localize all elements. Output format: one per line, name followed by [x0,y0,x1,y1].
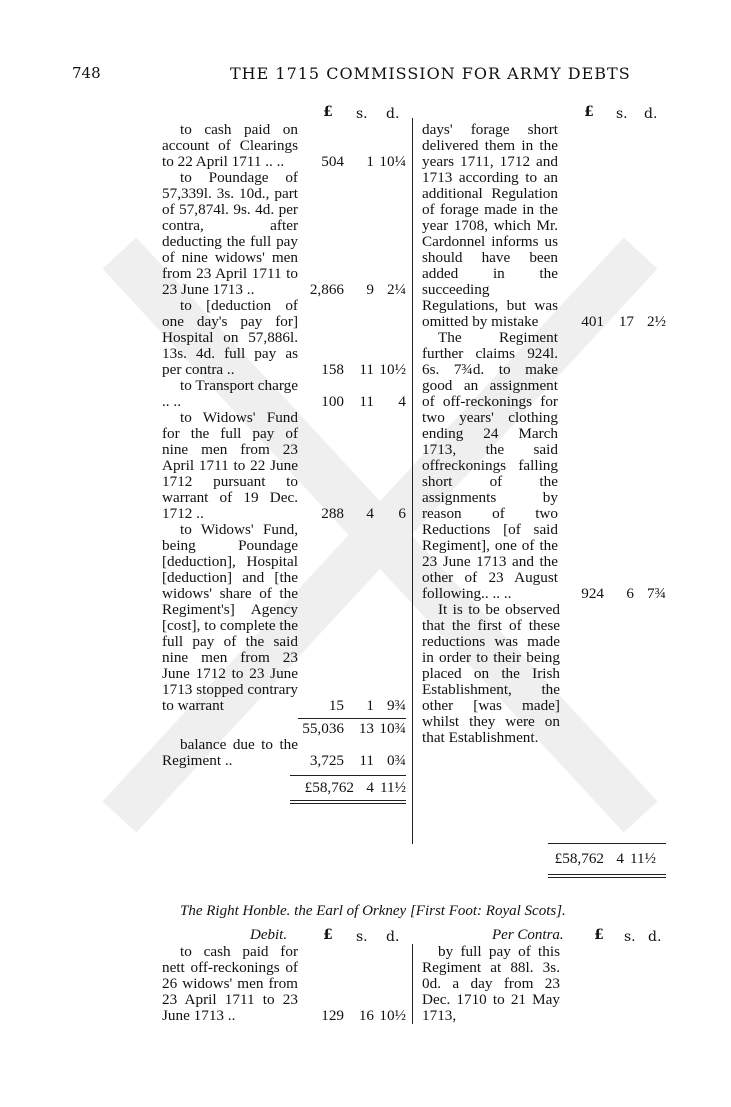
shillings: 4 [366,505,374,522]
debit-label: Debit. [250,927,288,943]
entry-text: to cash paid on account of Clearings to 22 April 1711 .. .. [162,121,298,170]
pounds: 504 [321,153,344,170]
contra-entry [422,122,666,330]
entry-text: balance due to the Regiment .. [162,736,298,769]
ledger-entry [162,378,406,410]
entry-text: to cash paid for nett off-reckonings of 26 widows' men from 23 April 1711 to 23 June 1713 .. [162,943,298,1024]
entry-text: It is to be observed that the first of these reductions was made in order to their being placed on the Irish Establishment, the other [was made] whilst they were on that Establishment. [422,601,560,746]
ledger-entry [162,410,406,522]
ledger-entry [162,944,406,1024]
pounds: 100 [321,393,344,410]
pounds: 3,725 [309,752,344,769]
entry-text: The Regiment further claims 924l. 6s. 7¾d. to make good an assignment of off-reckonings for two years' clothing ending 24 March 1713, the said offreckonings falling short of the assignments by reason of two Reductions [of said Regiment], one of the 23 June 1713 and the other of 23 August following.. .. .. [422,329,558,602]
pounds: 924 [581,585,604,602]
double-rule-1 [290,800,406,801]
shillings: 4 [616,850,624,867]
pence: 7¾ [647,585,666,602]
left-column [162,122,406,804]
shillings: 1 [366,153,374,170]
pounds: £58,762 [304,779,354,796]
shillings: 17 [618,313,634,330]
running-title: THE 1715 COMMISSION FOR ARMY DEBTS [230,64,631,83]
shilling-heading-debit: s. [356,929,368,945]
double-rule-2 [290,803,406,804]
shilling-heading-left: s. [356,106,368,122]
ledger-entry [162,170,406,298]
right-column [422,122,666,746]
shillings: 11 [359,393,374,410]
shillings: 1 [366,697,374,714]
ledger-entry [162,122,406,170]
pence: 0¾ [387,752,406,769]
pence: 11½ [379,779,406,796]
ledger-entry [162,298,406,378]
column-divider [412,118,413,844]
pounds: 288 [321,505,344,522]
debit-column [162,944,406,1024]
pence: 10¾ [379,720,406,737]
entry-text: to Widows' Fund, being Poundage [deduction], Hospital [deduction] and [the widows' share of the Regiment's] Agency [cost], to complete the full pay of the said nine men from 23 June 1712 to 23 June 1713 stopped contrary to warrant [162,521,298,714]
double-rule-2 [548,877,666,878]
pence: 10½ [379,1007,406,1024]
section-title: The Right Honble. the Earl of Orkney [First Foot: Royal Scots]. [180,903,566,919]
pound-heading-contra: £ [594,927,604,943]
page-header [0,64,731,88]
pounds: 129 [321,1007,344,1024]
entry-text: days' forage short delivered them in the years 1711, 1712 and 1713 according to an additional Regulation of forage made in the year 1708, which Mr. Cardonnel informs us should have been added in the succeeding Regulations, but was omitted by mistake [422,121,558,330]
pounds: 15 [328,697,344,714]
page-number: 748 [72,64,101,82]
total-row-right [548,851,666,867]
pound-heading-right: £ [584,104,594,120]
shilling-heading-right: s. [616,106,628,122]
pence-heading-contra: d. [648,929,662,945]
entry-text: by full pay of this Regiment at 88l. 3s. 0d. a day from 23 Dec. 1710 to 21 May 1713, [422,943,560,1024]
shillings: 16 [358,1007,374,1024]
shillings: 4 [366,779,374,796]
pence-heading-debit: d. [386,929,400,945]
contra-entry [422,330,666,602]
pence: 2½ [647,313,666,330]
entry-text: to Transport charge .. .. [162,377,298,410]
pence: 6 [398,505,406,522]
pound-heading-left: £ [323,104,333,120]
pence: 10½ [379,361,406,378]
contra-column [422,944,562,1024]
total-row-left [162,776,406,796]
entry-text: to Poundage of 57,339l. 3s. 10d., part of 57,874l. 9s. 4d. per contra, after deducting the full pay of nine widows' men from 23 April 1711 to 23 June 1713 .. [162,169,298,298]
pence: 9¾ [387,697,406,714]
double-rule-1 [548,874,666,875]
pence: 11½ [629,850,656,867]
shillings: 11 [359,752,374,769]
shillings: 13 [358,720,374,737]
pence-heading-left: d. [386,106,400,122]
pence: 4 [398,393,406,410]
pence: 2¼ [387,281,406,298]
entry-text: to Widows' Fund for the full pay of nine men from 23 April 1711 to 22 June 1712 pursuant to warrant of 19 Dec. 1712 .. [162,409,298,522]
entry-text: to [deduction of one day's pay for] Hospital on 57,886l. 13s. 4d. full pay as per contra .. [162,297,298,378]
pound-heading-debit: £ [323,927,333,943]
balance-entry [162,737,406,769]
shillings: 6 [626,585,634,602]
pounds: £58,762 [554,850,604,867]
contra-note [422,602,666,746]
pounds: 158 [321,361,344,378]
contra-label: Per Contra. [492,927,564,943]
shillings: 9 [366,281,374,298]
column-divider-2 [412,944,413,1024]
subtotal-row [162,719,406,737]
pounds: 401 [581,313,604,330]
shillings: 11 [359,361,374,378]
pounds: 2,866 [309,281,344,298]
pence: 10¼ [379,153,406,170]
pounds: 55,036 [302,720,344,737]
shilling-heading-contra: s. [624,929,636,945]
total-rule-right [548,843,666,844]
ledger-entry [162,522,406,714]
pence-heading-right: d. [644,106,658,122]
